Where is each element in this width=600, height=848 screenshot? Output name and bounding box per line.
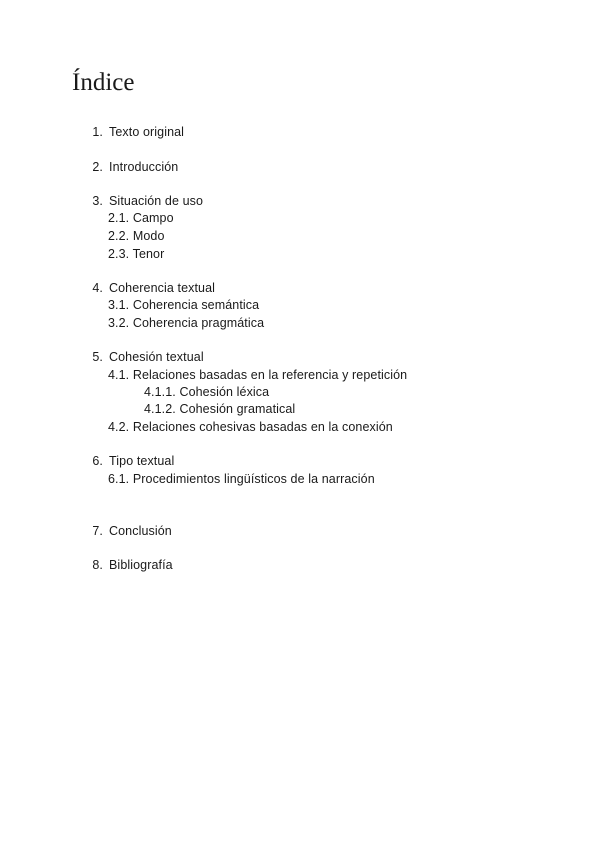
toc-item-texto-original[interactable] xyxy=(92,124,185,140)
toc-subitem-procedimientos[interactable]: 6.1. Procedimientos lingüísticos de la narración xyxy=(108,472,375,486)
toc-item-bibliografia[interactable] xyxy=(92,557,173,573)
toc-item-label: Introducción xyxy=(109,160,179,174)
toc-item-number: 1. xyxy=(92,125,103,139)
toc-item-label: Cohesión textual xyxy=(109,350,204,364)
toc-subitem-tenor[interactable]: 2.3. Tenor xyxy=(108,247,165,261)
toc-subitem-coherencia-pragmatica[interactable]: 3.2. Coherencia pragmática xyxy=(108,316,265,330)
toc-item-tipo-textual[interactable] xyxy=(92,453,175,469)
toc-subitem-coherencia-semantica[interactable]: 3.1. Coherencia semántica xyxy=(108,298,260,312)
toc-item-cohesion-textual[interactable] xyxy=(92,349,204,365)
toc-subitem-relaciones-referencia[interactable]: 4.1. Relaciones basadas en la referencia y repetición xyxy=(108,368,408,382)
toc-item-number: 3. xyxy=(92,194,103,208)
toc-item-label: Situación de uso xyxy=(109,194,204,208)
toc-item-number: 4. xyxy=(92,281,103,295)
toc-item-number: 5. xyxy=(92,350,103,364)
toc-subitem-modo[interactable]: 2.2. Modo xyxy=(108,229,165,243)
toc-item-label: Coherencia textual xyxy=(109,281,216,295)
toc-item-label: Bibliografía xyxy=(109,558,173,572)
toc-item-coherencia-textual[interactable] xyxy=(92,280,216,296)
toc-item-introduccion[interactable] xyxy=(92,159,179,175)
toc-item-label: Conclusión xyxy=(109,524,172,538)
toc-item-label: Texto original xyxy=(109,125,185,139)
toc-subitem-relaciones-conexion[interactable]: 4.2. Relaciones cohesivas basadas en la conexión xyxy=(108,420,393,434)
toc-item-number: 7. xyxy=(92,524,103,538)
toc-subsubitem-cohesion-gramatical[interactable]: 4.1.2. Cohesión gramatical xyxy=(144,402,296,416)
toc-item-label: Tipo textual xyxy=(109,454,175,468)
toc-item-number: 8. xyxy=(92,558,103,572)
toc-subsubitem-cohesion-lexica[interactable]: 4.1.1. Cohesión léxica xyxy=(144,385,270,399)
toc-item-conclusion[interactable] xyxy=(92,523,172,539)
toc-subitem-campo[interactable]: 2.1. Campo xyxy=(108,211,174,225)
toc-item-number: 2. xyxy=(92,160,103,174)
toc-item-situacion-de-uso[interactable] xyxy=(92,193,204,209)
toc-item-number: 6. xyxy=(92,454,103,468)
page-title: Índice xyxy=(72,69,135,96)
